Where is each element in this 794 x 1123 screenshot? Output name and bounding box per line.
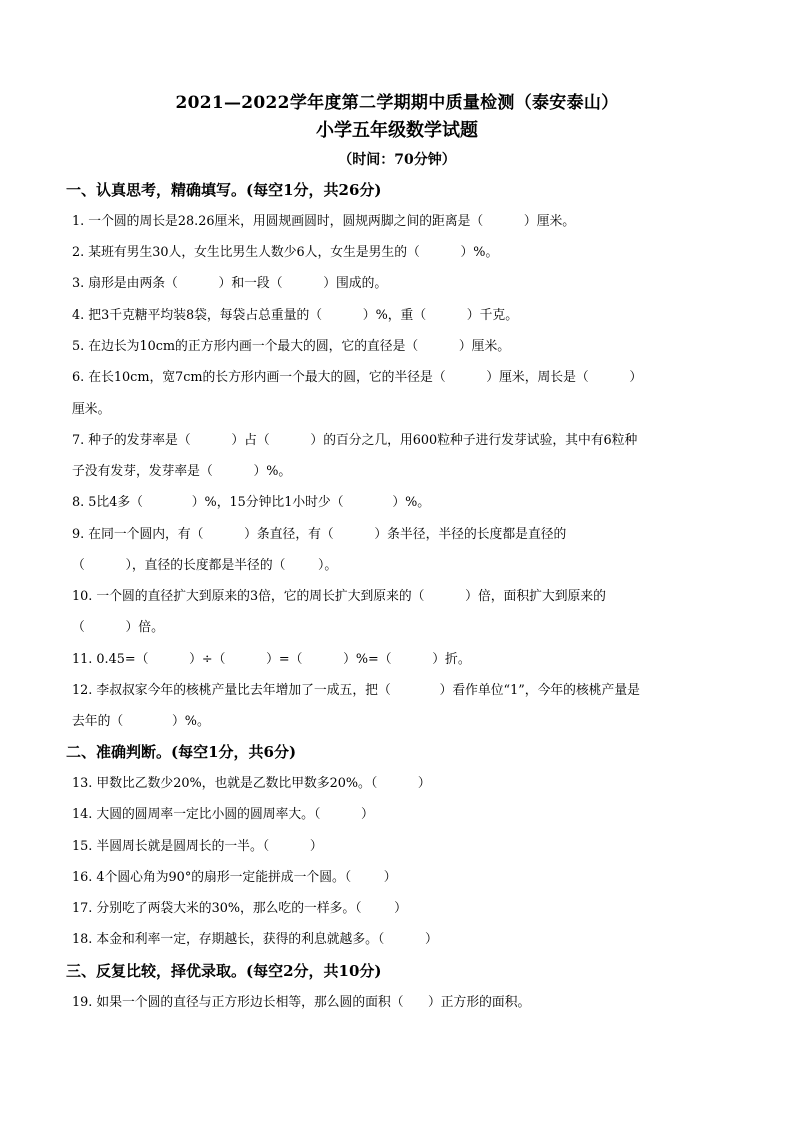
question-line: 9. 在同一个圆内，有（ ）条直径，有（ ）条半径，半径的长度都是直径的 <box>72 527 567 542</box>
section-2-heading: 二、准确判断。(每空1分，共6分) <box>66 743 297 761</box>
question-line: 子没有发芽，发芽率是（ ）%。 <box>72 464 292 479</box>
question-line: 厘米。 <box>72 402 111 417</box>
section-1-heading: 一、认真思考，精确填写。(每空1分，共26分) <box>66 181 382 199</box>
question-line: （ ），直径的长度都是半径的（ ）。 <box>72 558 338 573</box>
question-line: 7. 种子的发芽率是（ ）占（ ）的百分之几，用600粒种子进行发芽试验，其中有6粒种 <box>72 433 638 448</box>
question-line: 5. 在边长为10cm的正方形内画一个最大的圆，它的直径是（ ）厘米。 <box>72 339 511 354</box>
question-line: 1. 一个圆的周长是28.26厘米，用圆规画圆时，圆规两脚之间的距离是（ ）厘米。 <box>72 214 576 229</box>
question-line: 11. 0.45=（ ）÷（ ）=（ ）%=（ ）折。 <box>72 652 471 667</box>
question-line: 6. 在长10cm，宽7cm的长方形内画一个最大的圆，它的半径是（ ）厘米，周长是（ ） <box>72 370 643 385</box>
exam-title: 2021—2022学年度第二学期期中质量检测（泰安泰山） <box>175 93 619 113</box>
section-3-heading: 三、反复比较，择优录取。(每空2分，共10分) <box>66 962 382 980</box>
question-line: 4. 把3千克糖平均装8袋，每袋占总重量的（ ）%，重（ ）千克。 <box>72 308 518 323</box>
question-line: 去年的（ ）%。 <box>72 714 210 729</box>
question-line: 15. 半圆周长就是圆周长的一半。（ ） <box>72 839 323 854</box>
question-line: 19. 如果一个圆的直径与正方形边长相等，那么圆的面积（ ）正方形的面积。 <box>72 995 531 1010</box>
question-line: 16. 4个圆心角为90°的扇形一定能拼成一个圆。（ ） <box>72 870 397 885</box>
question-line: 18. 本金和利率一定，存期越长，获得的利息就越多。（ ） <box>72 932 438 947</box>
question-line: 2. 某班有男生30人，女生比男生人数少6人，女生是男生的（ ）%。 <box>72 245 499 260</box>
question-line: （ ）倍。 <box>72 620 164 635</box>
question-line: 17. 分别吃了两袋大米的30%，那么吃的一样多。（ ） <box>72 901 407 916</box>
question-line: 12. 李叔叔家今年的核桃产量比去年增加了一成五，把（ ）看作单位“1”，今年的核桃产量是 <box>72 683 640 698</box>
question-line: 14. 大圆的圆周率一定比小圆的圆周率大。（ ） <box>72 807 374 822</box>
exam-subtitle: 小学五年级数学试题 <box>316 120 478 141</box>
question-line: 3. 扇形是由两条（ ）和一段（ ）围成的。 <box>72 276 388 291</box>
question-line: 8. 5比4多（ ）%，15分钟比1小时少（ ）%。 <box>72 495 431 510</box>
question-line: 13. 甲数比乙数少20%，也就是乙数比甲数多20%。（ ） <box>72 776 431 791</box>
question-line: 10. 一个圆的直径扩大到原来的3倍，它的周长扩大到原来的（ ）倍，面积扩大到原来的 <box>72 589 606 604</box>
time-note: （时间：70分钟） <box>338 152 456 168</box>
